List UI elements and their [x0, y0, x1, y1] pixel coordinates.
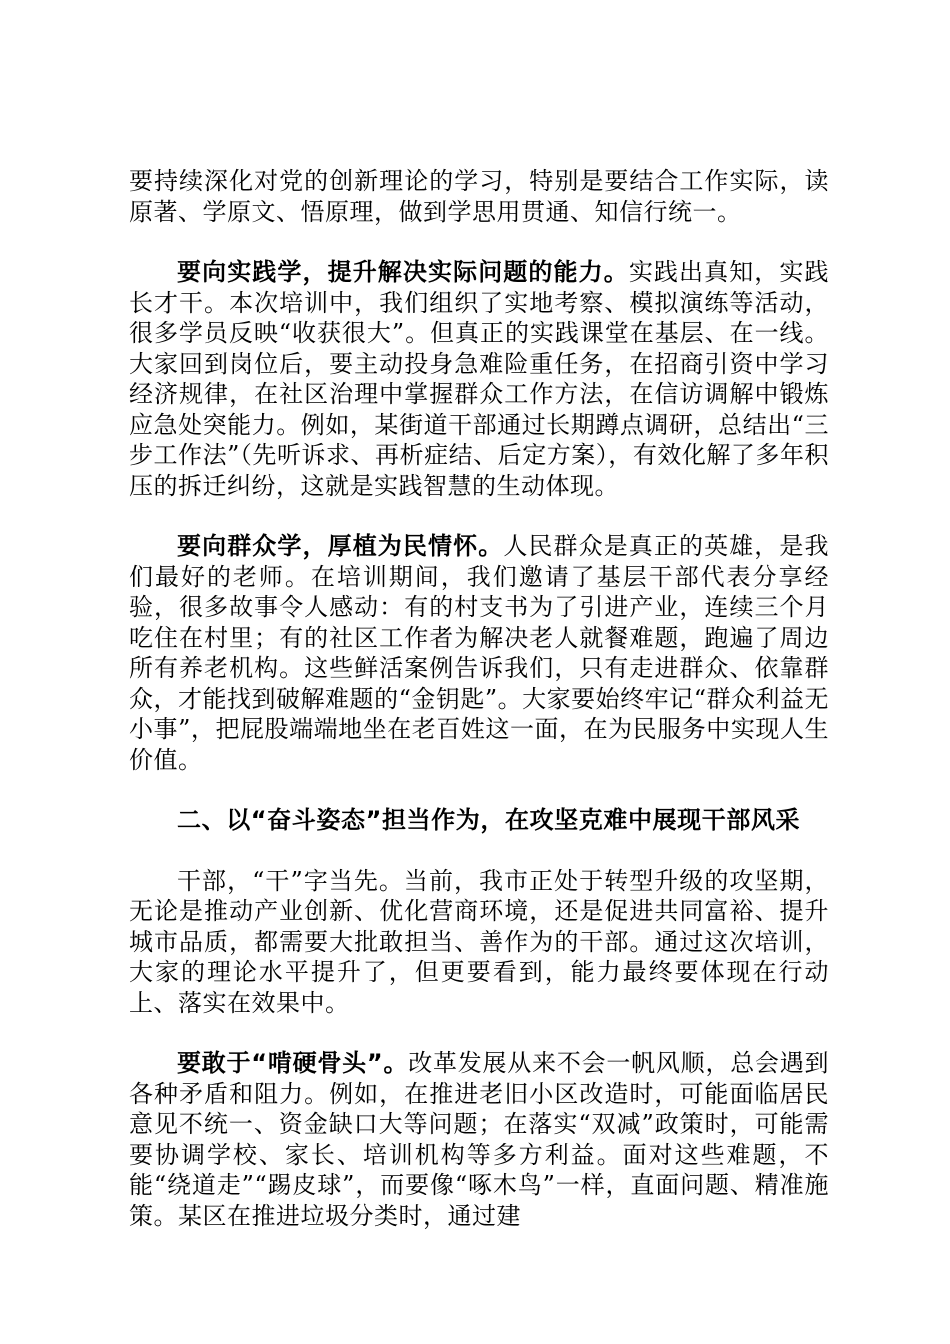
- paragraph-text: 要持续深化对党的创新理论的学习，特别是要结合工作实际，读原著、学原文、悟原理，做到学思用贯通、知信行统一。: [129, 167, 829, 226]
- paragraph-masses: [129, 531, 829, 775]
- paragraph-lead: 要向群众学，厚植为民情怀。: [177, 532, 504, 560]
- paragraph-text: 实践出真知，实践长才干。本次培训中，我们组织了实地考察、模拟演练等活动，很多学员反映“收获很大”。但真正的实践课堂在基层、在一线。大家回到岗位后，要主动投身急难险重任务，在招商引资中学习经济规律，在社区治理中掌握群众工作方法，在信访调解中锻炼应急处突能力。例如，某街道干部通过长期蹲点调研，总结出“三步工作法”（先听诉求、再析症结、后定方案），有效化解了多年积压的拆迁纠纷，这就是实践智慧的生动体现。: [129, 258, 830, 500]
- paragraph-lead: 要向实践学，提升解决实际问题的能力。: [177, 258, 629, 286]
- paragraph-continued: [129, 166, 829, 227]
- paragraph-cadre: [129, 866, 829, 1019]
- paragraph-lead: 要敢于“啃硬骨头”。: [177, 1049, 409, 1077]
- section-heading: 二、以“奋斗姿态”担当作为，在攻坚克难中展现干部风采: [177, 806, 801, 834]
- paragraph-text: 改革发展从来不会一帆风顺，总会遇到各种矛盾和阻力。例如，在推进老旧小区改造时，可能面临居民意见不统一、资金缺口大等问题；在落实“双减”政策时，可能需要协调学校、家长、培训机构等多方利益。面对这些难题，不能“绕道走”“踢皮球”，而要像“啄木鸟”一样，直面问题、精准施策。某区在推进垃圾分类时，通过建: [129, 1049, 830, 1230]
- paragraph-hard-tasks: [129, 1048, 829, 1231]
- paragraph-practice: [129, 257, 829, 501]
- paragraph-text: 人民群众是真正的英雄，是我们最好的老师。在培训期间，我们邀请了基层干部代表分享经验，很多故事令人感动：有的村支书为了引进产业，连续三个月吃住在村里；有的社区工作者为解决老人就餐难题，跑遍了周边所有养老机构。这些鲜活案例告诉我们，只有走进群众、依靠群众，才能找到破解难题的“金钥匙”。大家要始终牢记“群众利益无小事”，把屁股端端地坐在老百姓这一面，在为民服务中实现人生价值。: [129, 532, 830, 774]
- document-body: [129, 166, 829, 1261]
- paragraph-text: 干部，“干”字当先。当前，我市正处于转型升级的攻坚期，无论是推动产业创新、优化营商环境，还是促进共同富裕、提升城市品质，都需要大批敢担当、善作为的干部。通过这次培训，大家的理论水平提升了，但更要看到，能力最终要体现在行动上、落实在效果中。: [129, 866, 829, 1017]
